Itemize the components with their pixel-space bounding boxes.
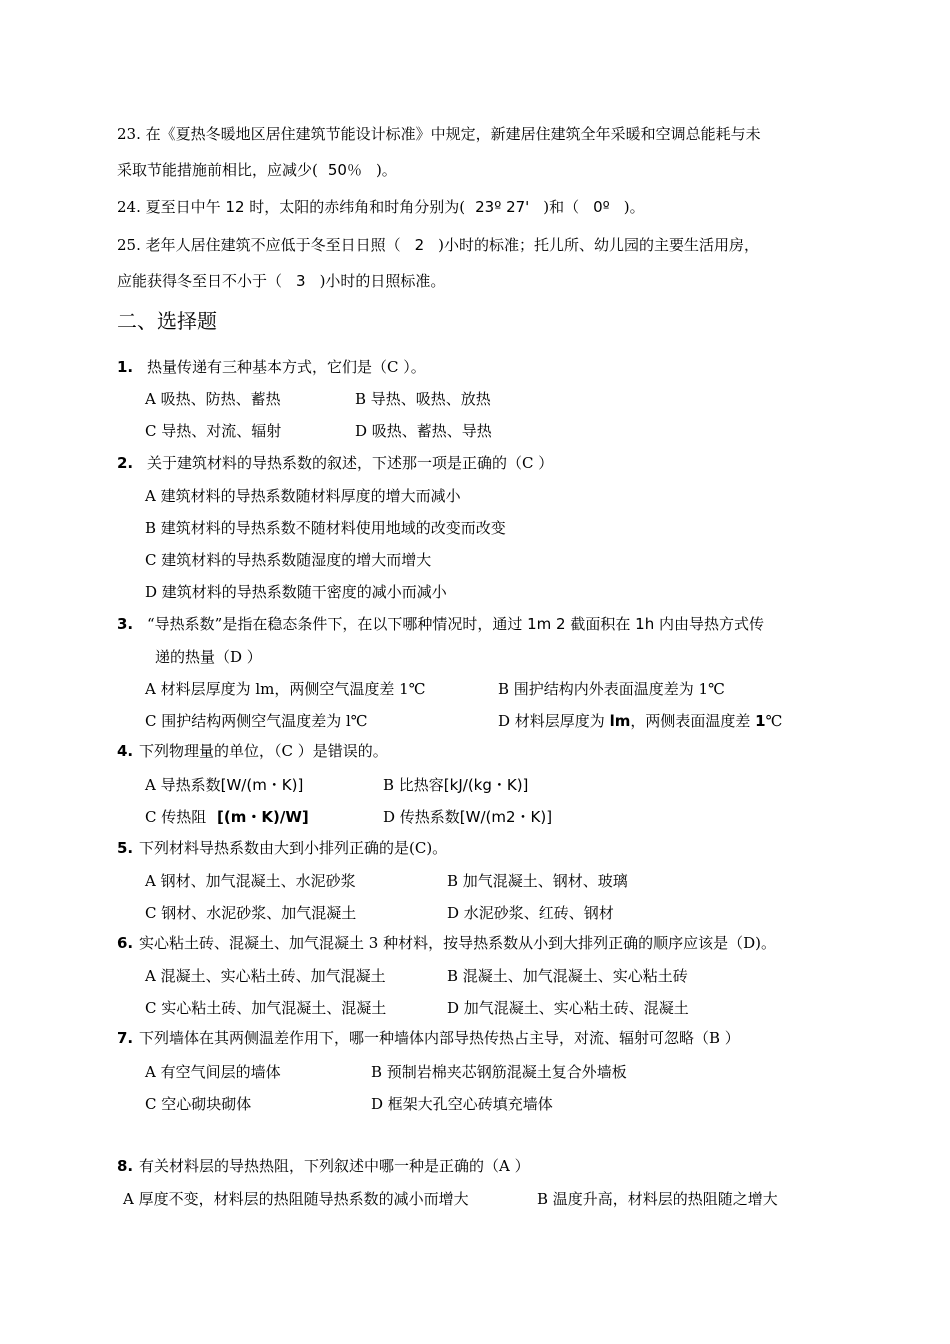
question-number: 7. [117,1029,134,1047]
question-text: 截面积在 [570,615,631,633]
option-b: B 预制岩棉夹芯钢筋混凝土复合外墙板 [371,1063,627,1081]
option-a [145,775,303,795]
q24-answer-1: 23º 27' [475,198,530,216]
q25-answer-1: 2 [414,236,425,254]
q24-line [117,197,645,217]
option-d [498,711,782,731]
option-text: A 导热系数 [145,776,221,794]
option-a: A 建筑材料的导热系数随材料厚度的增大而减小 [145,487,461,505]
q24-hour: 12 [225,198,245,216]
option-text: D 材料层厚度为 [498,712,605,730]
question-2 [117,453,553,473]
option-text: D 传热系数 [383,808,460,826]
q23-answer: 50％ [327,161,362,179]
option-c: C 实心粘土砖、加气混凝土、混凝土 [145,999,387,1017]
option-a: A 材料层厚度为 lm，两侧空气温度差 1℃ [145,680,426,698]
section-title: 二、选择题 [117,309,217,333]
q24-text-b: 时，太阳的赤纬角和时角分别为( [249,198,466,216]
question-7 [117,1028,740,1048]
option-b [383,775,528,795]
q23-line2 [117,160,397,180]
option-a: A 钢材、加气混凝土、水泥砂浆 [145,872,356,890]
option-unit: [W/(m2・K)] [459,808,553,826]
question-text: 关于建筑材料的导热系数的叙述，下述那一项是正确的（C ） [147,454,554,472]
option-c: C 导热、对流、辐射 [145,422,282,440]
option-c [145,807,309,827]
option-b: B 混凝土、加气混凝土、实心粘土砖 [447,967,688,985]
question-number: 8. [117,1157,134,1175]
question-text: 热量传递有三种基本方式，它们是（C ）。 [147,358,426,376]
question-number: 2. [117,454,134,472]
option-d: D 框架大孔空心砖填充墙体 [371,1095,553,1113]
q23-line1: 23. 在《夏热冬暖地区居住建筑节能设计标准》中规定，新建居住建筑全年采暖和空调总能耗与未 [117,125,761,143]
option-value: 1 [755,712,766,730]
question-text: 下列材料导热系数由大到小排列正确的是(C)。 [139,839,448,857]
option-unit: [W/(m・K)] [220,776,304,794]
option-a: A 有空气间层的墙体 [145,1063,281,1081]
option-d [383,807,552,827]
option-b: B 温度升高，材料层的热阻随之增大 [537,1190,778,1208]
option-value: lm [609,712,631,730]
option-d: D 建筑材料的导热系数随干密度的减小而减小 [145,583,447,601]
question-text: 实心粘土砖、混凝土、加气混凝土 3 种材料，按导热系数从小到大排列正确的顺序应该是（D)。 [139,934,776,952]
option-unit: [kJ/(kg・K)] [443,776,529,794]
question-text: 下列墙体在其两侧温差作用下，哪一种墙体内部导热传热占主导，对流、辐射可忽略（B ） [139,1029,740,1047]
q25-text-a: 25. 老年人居住建筑不应低于冬至日日照（ [117,236,401,254]
option-a: A 混凝土、实心粘土砖、加气混凝土 [145,967,386,985]
question-4 [117,741,388,761]
q25-answer-2: 3 [296,272,306,290]
option-c: C 钢材、水泥砂浆、加气混凝土 [145,904,357,922]
q24-text-a: 24. 夏至日中午 [117,198,221,216]
q25-line2 [117,271,445,291]
q23-text: 采取节能措施前相比，应减少( [117,161,318,179]
question-1 [117,357,426,377]
option-d: D 加气混凝土、实心粘土砖、混凝土 [447,999,689,1017]
question-area: 1m 2 [527,615,566,633]
q23-end: )。 [375,161,397,179]
option-b: B 建筑材料的导热系数不随材料使用地域的改变而改变 [145,519,506,537]
question-6 [117,933,776,953]
q25-text-c: 应能获得冬至日不小于（ [117,272,283,290]
option-b: B 导热、吸热、放热 [355,390,491,408]
q25-line1 [117,235,759,255]
question-text: 下列物理量的单位，（C ）是错误的。 [139,742,388,760]
question-number: 1. [117,358,134,376]
question-3 [117,614,764,634]
option-text: ，两侧表面温度差 [630,712,751,730]
question-text: “导热系数”是指在稳态条件下，在以下哪种情况时，通过 [147,615,523,633]
option-c: C 围护结构两侧空气温度差为 l℃ [145,712,368,730]
question-text: 内由导热方式传 [659,615,765,633]
q25-text-d: )小时的日照标准。 [319,272,446,290]
option-text: B 比热容 [383,776,444,794]
option-d: D 吸热、蓄热、导热 [355,422,492,440]
option-unit: [(m・K)/W] [217,808,309,826]
option-a: A 厚度不变，材料层的热阻随导热系数的减小而增大 [123,1190,469,1208]
option-text: C 传热阻 [145,808,207,826]
option-c: C 建筑材料的导热系数随湿度的增大而增大 [145,551,432,569]
q25-text-b: )小时的标准；托儿所、幼儿园的主要生活用房， [438,236,760,254]
question-number: 5. [117,839,134,857]
question-number: 4. [117,742,134,760]
option-b: B 加气混凝土、钢材、玻璃 [447,872,628,890]
option-text: ℃ [765,712,783,730]
question-5 [117,838,447,858]
question-number: 6. [117,934,134,952]
option-b: B 围护结构内外表面温度差为 1℃ [498,680,725,698]
question-number: 3. [117,615,134,633]
q24-text-c: )和（ [543,198,580,216]
option-c: C 空心砌块砌体 [145,1095,252,1113]
question-text: 有关材料层的导热热阻，下列叙述中哪一种是正确的（A ） [139,1157,530,1175]
option-d: D 水泥砂浆、红砖、钢材 [447,904,614,922]
q24-text-d: )。 [623,198,645,216]
q24-answer-2: 0º [593,198,610,216]
question-8 [117,1156,530,1176]
option-a: A 吸热、防热、蓄热 [145,390,281,408]
question-time: 1h [635,615,655,633]
question-3-line2: 递的热量（D ） [155,648,262,666]
